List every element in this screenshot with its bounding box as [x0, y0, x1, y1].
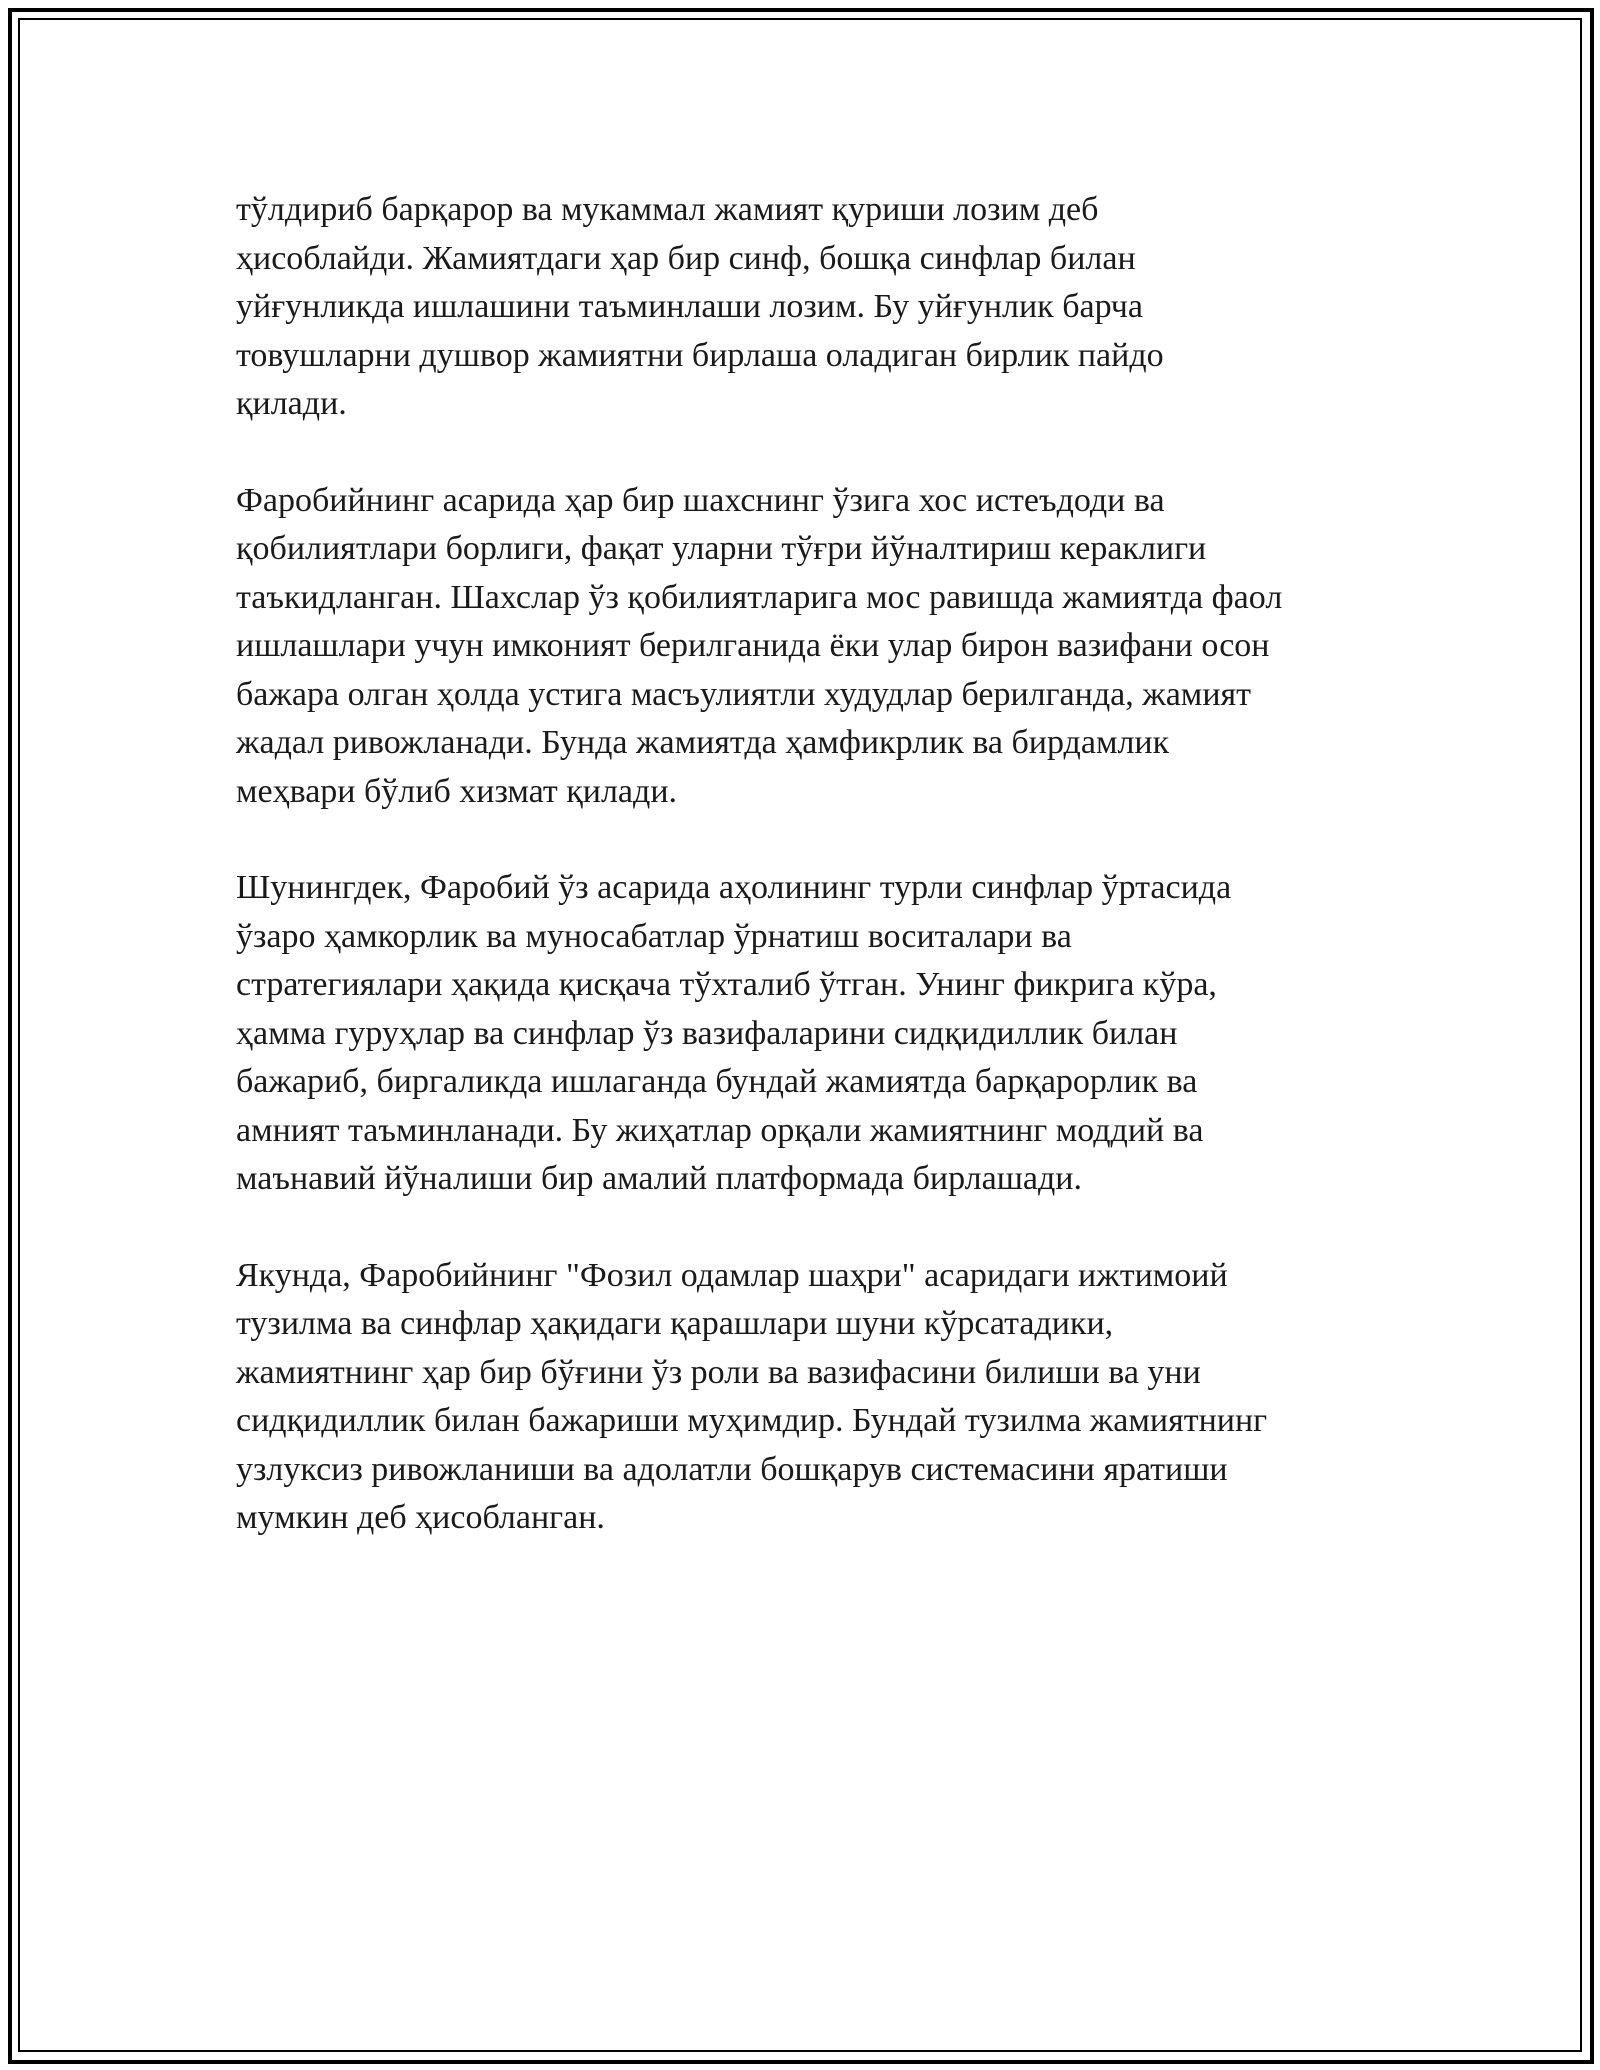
text-line: бажариб, биргаликда ишлаганда бундай жамиятда барқарорлик ва — [236, 1063, 1198, 1100]
paragraph-3 — [236, 864, 1386, 1204]
text-line: таъкидланган. Шахслар ўз қобилиятларига мос равишда жамиятда фаол — [236, 578, 1283, 616]
text-line: товушларни душвор жамиятни бирлаша оладиган бирлик пайдо — [236, 336, 1164, 374]
text-line: уйғунликда ишлашини таъминлаши лозим. Бу уйғунлик барча — [236, 288, 1143, 325]
text-line: жадал ривожланади. Бунда жамиятда ҳамфикрлик ва бирдамлик — [236, 724, 1170, 761]
text-line: меҳвари бўлиб хизмат қилади. — [236, 772, 678, 810]
text-line: амният таъминланади. Бу жиҳатлар орқали жамиятнинг моддий ва — [236, 1111, 1204, 1149]
text-line: бажара олган ҳолда устига масъулиятли худудлар берилганда, жамият — [236, 675, 1252, 713]
text-line: Шунингдек, Фаробий ўз асарида аҳолининг турли синфлар ўртасида — [236, 869, 1232, 906]
text-line: сидқидиллик билан бажариши муҳимдир. Бундай тузилма жамиятнинг — [236, 1402, 1268, 1439]
text-line: қилади. — [236, 385, 347, 422]
text-line: мумкин деб ҳисобланган. — [236, 1499, 605, 1536]
text-line: тузилма ва синфлар ҳақидаги қарашлари шуни кўрсатадики, — [236, 1305, 1114, 1342]
paragraph-4 — [236, 1252, 1386, 1543]
text-line: Фаробийнинг асарида ҳар бир шахснинг ўзига хос истеъдоди ва — [236, 481, 1165, 519]
text-line: маънавий йўналиши бир амалий платформада бирлашади. — [236, 1160, 1082, 1197]
text-line: тўлдириб барқарор ва мукаммал жамият қуриши лозим деб — [236, 191, 1099, 228]
text-line: Якунда, Фаробийнинг "Фозил одамлар шаҳри" асаридаги ижтимоий — [236, 1256, 1228, 1294]
text-line: ҳисоблайди. Жамиятдаги ҳар бир синф, бошқа синфлар билан — [236, 239, 1136, 277]
text-line: узлуксиз ривожланиши ва адолатли бошқарув системасини яратиши — [236, 1450, 1228, 1488]
text-line: ўзаро ҳамкорлик ва муносабатлар ўрнатиш воситалари ва — [236, 917, 1072, 955]
text-line: қобилиятлари борлиги, фақат уларни тўғри йўналтириш кераклиги — [236, 530, 1207, 567]
text-line: ишлашлари учун имконият берилганида ёки улар бирон вазифани осон — [236, 627, 1270, 664]
text-line: ҳамма гуруҳлар ва синфлар ўз вазифаларини сидқидиллик билан — [236, 1014, 1178, 1052]
text-line: стратегиялари ҳақида қисқача тўхталиб ўтган. Унинг фикрига кўра, — [236, 966, 1217, 1003]
text-line: жамиятнинг ҳар бир бўғини ўз роли ва вазифасини билиши ва уни — [236, 1353, 1201, 1391]
paragraph-2 — [236, 477, 1386, 817]
paragraph-1 — [236, 186, 1386, 429]
document-body — [236, 186, 1386, 1591]
